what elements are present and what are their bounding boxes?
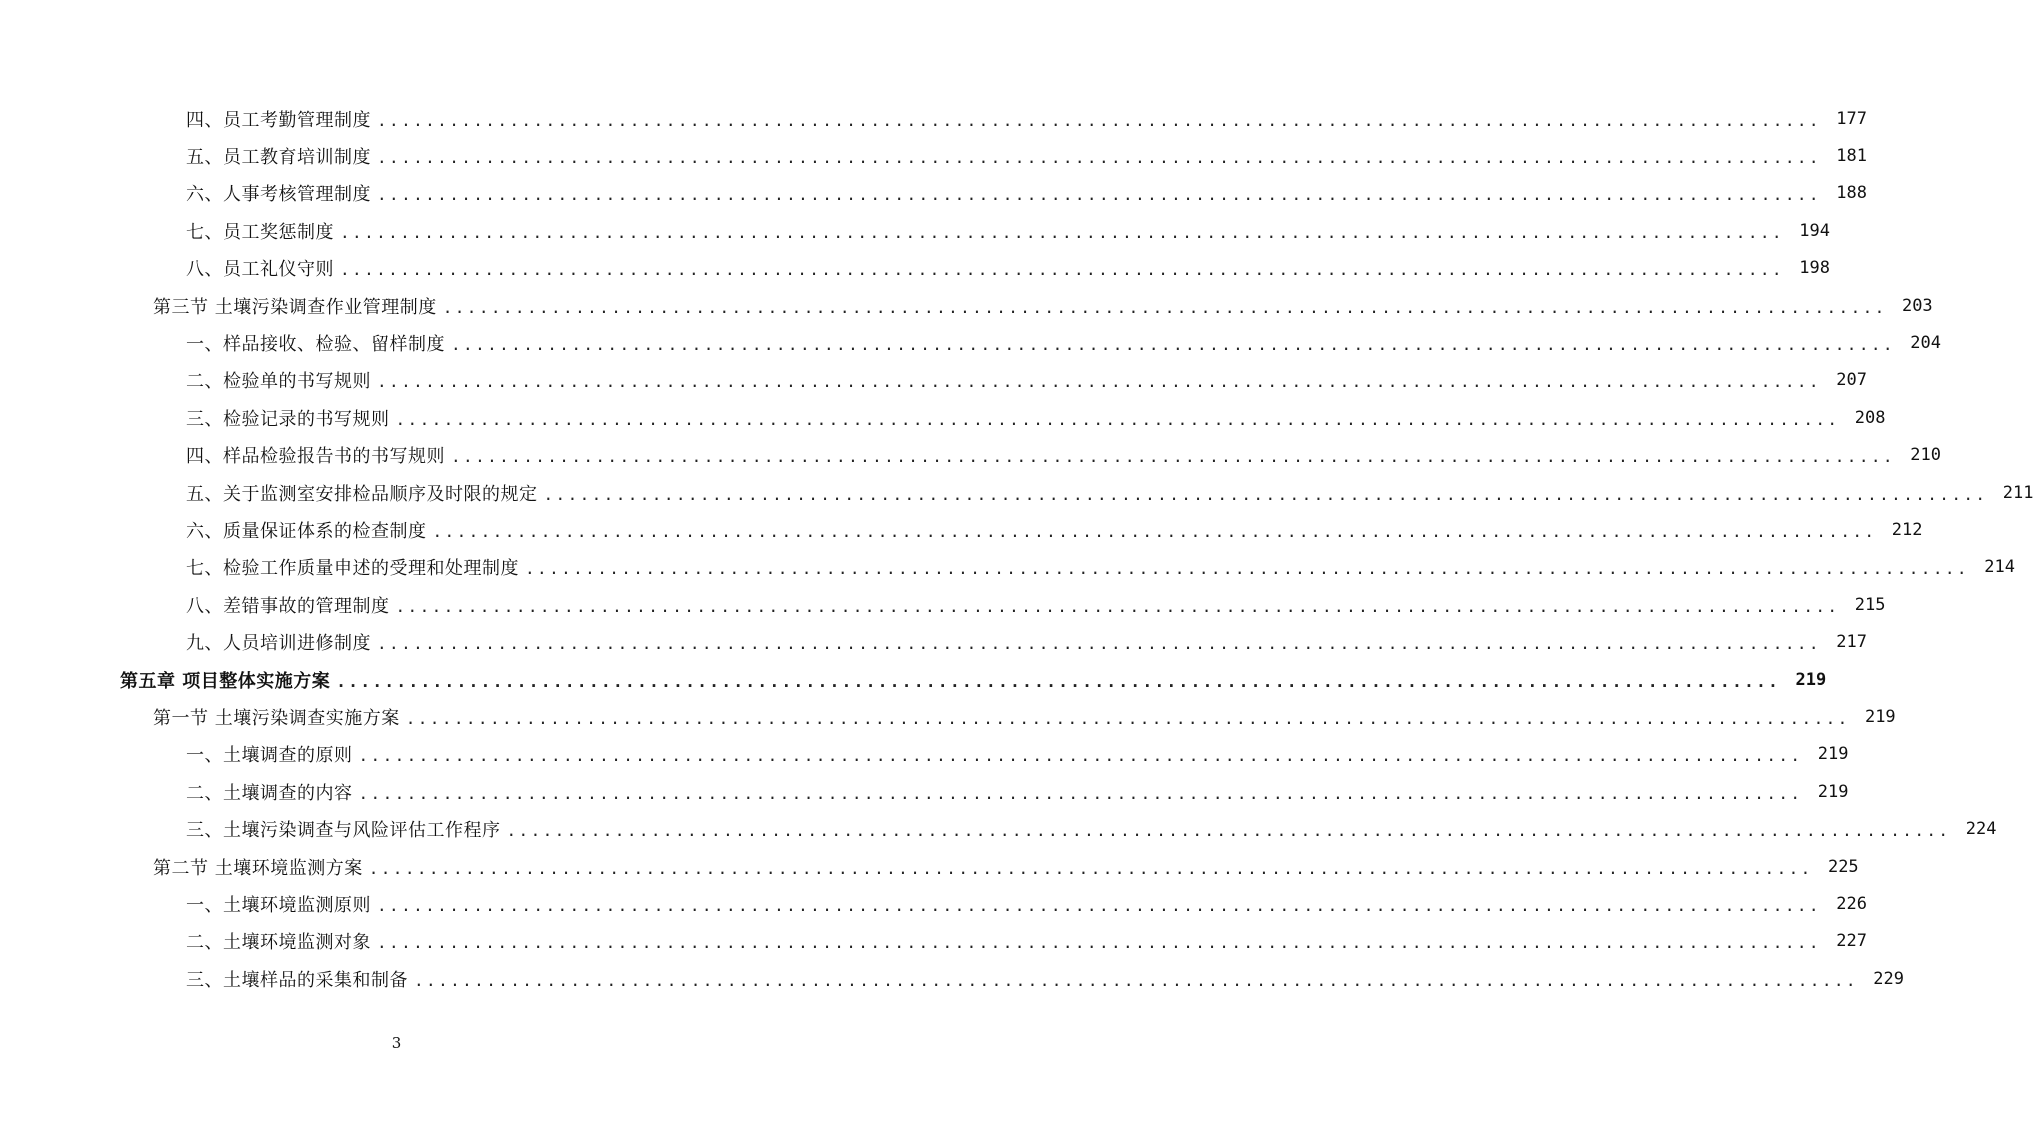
toc-entry-page-number: 194 [1799, 220, 1830, 241]
toc-entry-title: 五、关于监测室安排检品顺序及时限的规定 [186, 483, 538, 505]
toc-subsection-entry[interactable] [0, 175, 1867, 212]
toc-dot-leader: ........................................................................................................................ [358, 746, 1803, 766]
toc-section-entry[interactable] [0, 698, 1896, 735]
toc-subsection-entry[interactable] [0, 437, 1941, 474]
toc-dot-leader: ........................................................................................................................ [340, 260, 1784, 280]
toc-dot-leader: ........................................................................................................................ [377, 634, 1821, 654]
toc-entry-title: 二、检验单的书写规则 [186, 371, 371, 393]
toc-subsection-entry[interactable] [0, 586, 1886, 623]
toc-dot-leader: ........................................................................................................................ [395, 596, 1840, 616]
toc-subsection-entry[interactable] [0, 923, 1867, 960]
toc-subsection-entry[interactable] [0, 362, 1867, 399]
toc-entry-title: 七、检验工作质量申述的受理和处理制度 [186, 558, 519, 580]
toc-subsection-entry[interactable] [0, 810, 1997, 847]
toc-entry-title: 九、人员培训进修制度 [186, 633, 371, 655]
toc-dot-leader: ........................................................................................................................ [432, 521, 1877, 541]
toc-entry-page-number: 181 [1836, 146, 1867, 167]
toc-entry-page-number: 215 [1854, 594, 1886, 615]
toc-subsection-entry[interactable] [0, 324, 1941, 361]
toc-entry-page-number: 177 [1836, 108, 1867, 129]
toc-entry-title: 二、土壤调查的内容 [186, 782, 353, 804]
toc-entry-title: 二、土壤环境监测对象 [186, 932, 371, 954]
toc-entry-title: 一、土壤环境监测原则 [186, 894, 371, 916]
toc-chapter-entry[interactable] [0, 661, 1827, 698]
toc-entry-page-number: 225 [1827, 856, 1859, 877]
toc-dot-leader: ........................................................................................................................ [377, 895, 1821, 915]
toc-dot-leader: ........................................................................................................................ [377, 933, 1821, 953]
toc-section-entry[interactable] [0, 287, 1933, 324]
toc-entry-page-number: 188 [1836, 183, 1867, 204]
toc-subsection-entry[interactable] [0, 549, 2015, 586]
toc-subsection-entry[interactable] [0, 773, 1849, 810]
toc-entry-title: 第二节 土壤环境监测方案 [153, 857, 363, 879]
table-of-contents [0, 100, 2033, 997]
toc-entry-title: 一、样品接收、检验、留样制度 [186, 334, 445, 356]
toc-subsection-entry[interactable] [0, 736, 1849, 773]
toc-entry-title: 三、土壤污染调查与风险评估工作程序 [186, 820, 501, 842]
toc-entry-page-number: 226 [1836, 893, 1867, 914]
toc-entry-page-number: 224 [1965, 819, 1997, 840]
toc-entry-title: 三、检验记录的书写规则 [186, 408, 390, 430]
toc-entry-page-number: 211 [2002, 482, 2033, 503]
toc-subsection-entry[interactable] [0, 250, 1830, 287]
toc-entry-page-number: 204 [1910, 333, 1941, 354]
toc-entry-page-number: 219 [1795, 669, 1827, 690]
toc-dot-leader: ........................................................................................................................ [377, 372, 1821, 392]
toc-entry-title: 三、土壤样品的采集和制备 [186, 969, 408, 991]
toc-dot-leader: ........................................................................................................................ [543, 484, 1988, 504]
toc-section-entry[interactable] [0, 848, 1859, 885]
toc-subsection-entry[interactable] [0, 623, 1867, 660]
toc-dot-leader: ........................................................................................................................ [525, 559, 1969, 579]
toc-entry-title: 四、员工考勤管理制度 [186, 109, 371, 131]
toc-entry-page-number: 227 [1836, 931, 1867, 952]
toc-entry-title: 五、员工教育培训制度 [186, 147, 371, 169]
toc-entry-page-number: 219 [1817, 744, 1849, 765]
toc-entry-title: 八、差错事故的管理制度 [186, 595, 390, 617]
toc-entry-title: 六、人事考核管理制度 [186, 184, 371, 206]
toc-entry-page-number: 198 [1799, 258, 1830, 279]
toc-entry-page-number: 229 [1873, 968, 1904, 989]
toc-dot-leader: ........................................................................................................................ [451, 447, 1895, 467]
toc-entry-page-number: 219 [1817, 781, 1849, 802]
toc-entry-page-number: 208 [1854, 407, 1886, 428]
toc-dot-leader: ........................................................................................................................ [451, 335, 1895, 355]
toc-entry-title: 第五章 项目整体实施方案 [120, 670, 331, 692]
toc-entry-title: 第三节 土壤污染调查作业管理制度 [153, 296, 437, 318]
toc-entry-page-number: 212 [1891, 519, 1923, 540]
toc-dot-leader: ........................................................................................................................ [377, 110, 1821, 130]
toc-entry-page-number: 214 [1984, 557, 2015, 578]
toc-dot-leader: ........................................................................................................................ [405, 708, 1850, 728]
toc-dot-leader: ........................................................................................................................ [414, 970, 1858, 990]
toc-entry-title: 六、质量保证体系的检查制度 [186, 520, 427, 542]
toc-entry-page-number: 203 [1901, 295, 1933, 316]
toc-entry-page-number: 210 [1910, 445, 1941, 466]
toc-entry-title: 八、员工礼仪守则 [186, 259, 334, 281]
toc-dot-leader: ........................................................................................................................ [377, 185, 1821, 205]
page-number: 3 [391, 1034, 402, 1052]
toc-subsection-entry[interactable] [0, 137, 1867, 174]
toc-entry-page-number: 207 [1836, 370, 1867, 391]
toc-entry-title: 一、土壤调查的原则 [186, 745, 353, 767]
toc-dot-leader: ........................................................................................................................ [340, 222, 1784, 242]
toc-entry-title: 七、员工奖惩制度 [186, 221, 334, 243]
toc-entry-page-number: 217 [1836, 632, 1867, 653]
toc-dot-leader: ........................................................................................................................ [395, 409, 1840, 429]
toc-dot-leader: ........................................................................................................................ [368, 858, 1813, 878]
toc-dot-leader: ........................................................................................................................ [506, 821, 1951, 841]
toc-dot-leader: ........................................................................................................................ [442, 297, 1887, 317]
toc-subsection-entry[interactable] [0, 399, 1886, 436]
toc-dot-leader: ........................................................................................................................ [336, 671, 1781, 691]
toc-subsection-entry[interactable] [0, 960, 1904, 997]
toc-subsection-entry[interactable] [0, 511, 1923, 548]
toc-subsection-entry[interactable] [0, 474, 2033, 511]
toc-entry-title: 第一节 土壤污染调查实施方案 [153, 707, 400, 729]
toc-subsection-entry[interactable] [0, 100, 1867, 137]
toc-subsection-entry[interactable] [0, 885, 1867, 922]
toc-entry-title: 四、样品检验报告书的书写规则 [186, 446, 445, 468]
toc-dot-leader: ........................................................................................................................ [377, 148, 1821, 168]
toc-dot-leader: ........................................................................................................................ [358, 783, 1803, 803]
toc-subsection-entry[interactable] [0, 212, 1830, 249]
toc-entry-page-number: 219 [1864, 706, 1896, 727]
